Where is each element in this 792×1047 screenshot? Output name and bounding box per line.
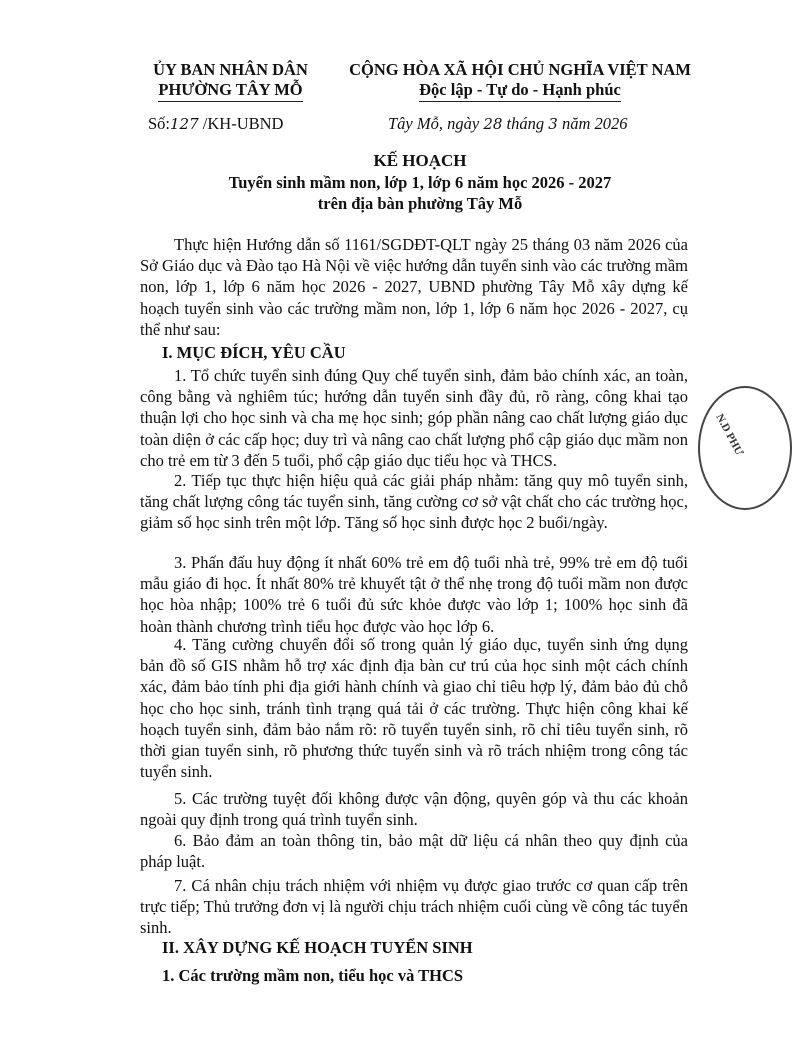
date-day: 28 [483, 115, 503, 133]
section-1-item-2 [140, 470, 688, 534]
document-date [388, 114, 627, 134]
motto: Độc lập - Tự do - Hạnh phúc [419, 80, 621, 102]
item-2-text: 2. Tiếp tục thực hiện hiệu quả các giải pháp nhằm: tăng quy mô tuyển sinh, tăng chất lượng công tác tuyển sinh, tăng cường cơ sở vật chất cho các trường học, giảm số học sinh trên một lớp. Tăng số học sinh được học 2 buổi/ngày. [140, 471, 688, 533]
seal-text: N.D PHƯ [713, 412, 746, 458]
ward-name: PHƯỜNG TÂY MỖ [158, 80, 302, 102]
section-2-subheading: 1. Các trường mầm non, tiểu học và THCS [162, 966, 464, 985]
section-1-heading: I. MỤC ĐÍCH, YÊU CẦU [162, 343, 346, 362]
intro-text: Thực hiện Hướng dẫn số 1161/SGDĐT-QLT ngày 25 tháng 03 năm 2026 của Sở Giáo dục và Đào tạo Hà Nội về việc hướng dẫn tuyển sinh vào các trường mầm non, lớp 1, lớp 6 năm học 2026 - 2027, UBND phường Tây Mỗ xây dựng kế hoạch tuyển sinh vào các trường mầm non, lớp 1, lớp 6 năm học 2026 - 2027, cụ thể như sau: [140, 235, 688, 339]
item-4-text: 4. Tăng cường chuyển đổi số trong quản lý giáo dục, tuyển sinh ứng dụng bản đồ số GIS nhằm hỗ trợ xác định địa bàn cư trú của học sinh một cách chính xác, đảm bảo tính phi địa giới hành chính và giao chỉ tiêu hợp lý, đảm bảo đủ chỗ học cho học sinh, tránh tình trạng quá tải ở các trường. Thực hiện công khai kế hoạch tuyển sinh, đảm bảo nắm rõ: rõ tuyển tuyển sinh, rõ chỉ tiêu tuyển sinh, rõ thời gian tuyển sinh, rõ phương thức tuyển sinh và rõ trách nhiệm trong công tác tuyển sinh. [140, 635, 688, 782]
item-3-text: 3. Phấn đấu huy động ít nhất 60% trẻ em độ tuổi nhà trẻ, 99% trẻ em độ tuổi mẫu giáo đi học. Ít nhất 80% trẻ khuyết tật ở thể nhẹ trong độ tuổi mầm non được học hòa nhập; 100% trẻ 6 tuổi đủ sức khỏe được vào lớp 1; 100% học sinh đã hoàn thành chương trình tiểu học được vào học lớp 6. [140, 553, 688, 636]
date-prefix: Tây Mỗ, ngày [388, 114, 484, 133]
title-subtitle-1: Tuyển sinh mầm non, lớp 1, lớp 6 năm học 2026 - 2027 [228, 173, 612, 192]
docno-prefix: Số: [148, 114, 171, 133]
title-main: KẾ HOẠCH [373, 151, 467, 170]
section-1-item-1 [140, 365, 688, 471]
section-1-item-5 [140, 788, 688, 830]
docno-handwritten-number: 127 [170, 115, 199, 133]
docno-suffix: /KH-UBND [198, 114, 284, 133]
country-name: CỘNG HÒA XÃ HỘI CHỦ NGHĨA VIỆT NAM [349, 60, 691, 79]
item-7-text: 7. Cá nhân chịu trách nhiệm với nhiệm vụ được giao trước cơ quan cấp trên trực tiếp; Thủ trưởng đơn vị là người chịu trách nhiệm cuối cùng về công tác tuyển sinh. [140, 876, 688, 938]
document-title [200, 150, 640, 214]
section-1-item-7 [140, 875, 688, 939]
section-1-item-4 [140, 634, 688, 782]
item-1-text: 1. Tổ chức tuyển sinh đúng Quy chế tuyển sinh, đảm bảo chính xác, an toàn, công bằng và nghiêm túc; hướng dẫn tuyển sinh đầy đủ, rõ ràng, công khai tạo thuận lợi cho học sinh và cha mẹ học sinh; góp phần nâng cao chất lượng giáo dục toàn diện ở các cấp học; duy trì và nâng cao chất lượng phổ cập giáo dục mầm non cho trẻ em từ 3 đến 5 tuổi, phổ cập giáo dục tiểu học và THCS. [140, 366, 688, 470]
title-subtitle-2: trên địa bàn phường Tây Mỗ [317, 194, 523, 213]
document-number [148, 114, 283, 134]
intro-paragraph [140, 234, 688, 340]
item-5-text: 5. Các trường tuyệt đối không được vận động, quyên góp và thu các khoản ngoài quy định trong quá trình tuyển sinh. [140, 789, 688, 830]
section-2-heading: II. XÂY DỰNG KẾ HOẠCH TUYỂN SINH [162, 938, 473, 957]
date-mid: tháng [502, 114, 549, 133]
agency-name: ỦY BAN NHÂN DÂN [153, 60, 308, 79]
section-1-item-3 [140, 552, 688, 637]
section-1-item-6 [140, 830, 688, 872]
official-seal [698, 386, 792, 510]
national-motto [340, 60, 700, 102]
date-suffix: năm 2026 [557, 114, 628, 133]
issuing-agency [128, 60, 333, 102]
item-6-text: 6. Bảo đảm an toàn thông tin, bảo mật dữ liệu cá nhân theo quy định của pháp luật. [140, 831, 688, 872]
date-month: 3 [548, 115, 558, 133]
